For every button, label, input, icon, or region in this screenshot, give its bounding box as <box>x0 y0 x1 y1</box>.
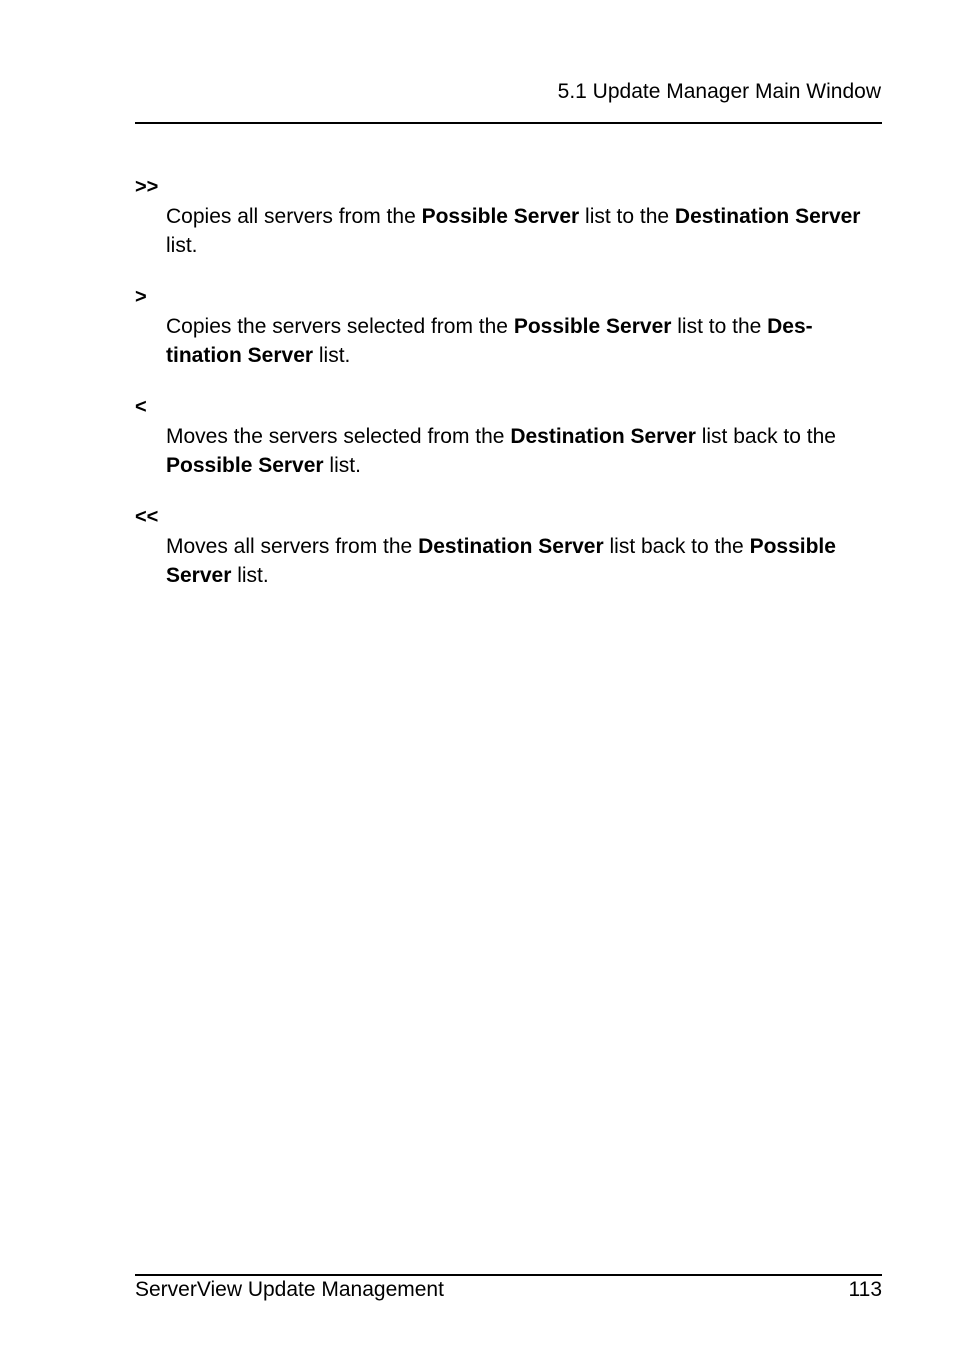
description-bold: Possible Server <box>513 315 672 338</box>
description-text: list. <box>313 344 351 367</box>
description-text: list. <box>166 234 198 257</box>
entry-term: << <box>135 506 159 528</box>
description-bold: Possible Server <box>166 454 324 477</box>
entry-copy-all <box>135 172 882 260</box>
description-text: Copies the servers selected from the <box>166 315 514 338</box>
description-text: list to the <box>671 315 768 338</box>
entry-term: > <box>135 286 147 308</box>
description-bold: Possible Server <box>166 535 836 587</box>
description-text: list. <box>323 454 361 477</box>
description-text: Copies all servers from the <box>166 205 422 228</box>
description-text: Moves the servers selected from the <box>166 425 511 448</box>
entry-description <box>166 422 882 480</box>
description-text: list. <box>231 564 269 587</box>
description-bold: tination Server <box>166 344 314 367</box>
entry-term: >> <box>135 176 159 198</box>
entry-term: < <box>135 396 147 418</box>
page-number: 113 <box>848 1278 882 1301</box>
description-text: Moves all servers from the <box>166 535 419 558</box>
header-divider <box>135 122 882 124</box>
entry-description <box>166 532 882 590</box>
entry-description <box>166 202 882 260</box>
description-bold: Possible Server <box>421 205 580 228</box>
description-bold: Des- <box>767 315 813 338</box>
description-text: list to the <box>579 205 675 228</box>
footer-product-name: ServerView Update Management <box>135 1278 444 1301</box>
description-bold: Destination Server <box>418 535 604 558</box>
entry-move-selected-back <box>135 392 882 480</box>
page-header-title: 5.1 Update Manager Main Window <box>557 80 881 103</box>
description-bold: Destination Server <box>674 205 861 228</box>
entry-copy-selected <box>135 282 882 370</box>
description-text: list back to the <box>603 535 750 558</box>
entry-move-all-back <box>135 502 882 590</box>
entry-description <box>166 312 882 370</box>
description-bold: Destination Server <box>510 425 696 448</box>
button-descriptions <box>135 172 882 612</box>
description-text: list back to the <box>695 425 836 448</box>
